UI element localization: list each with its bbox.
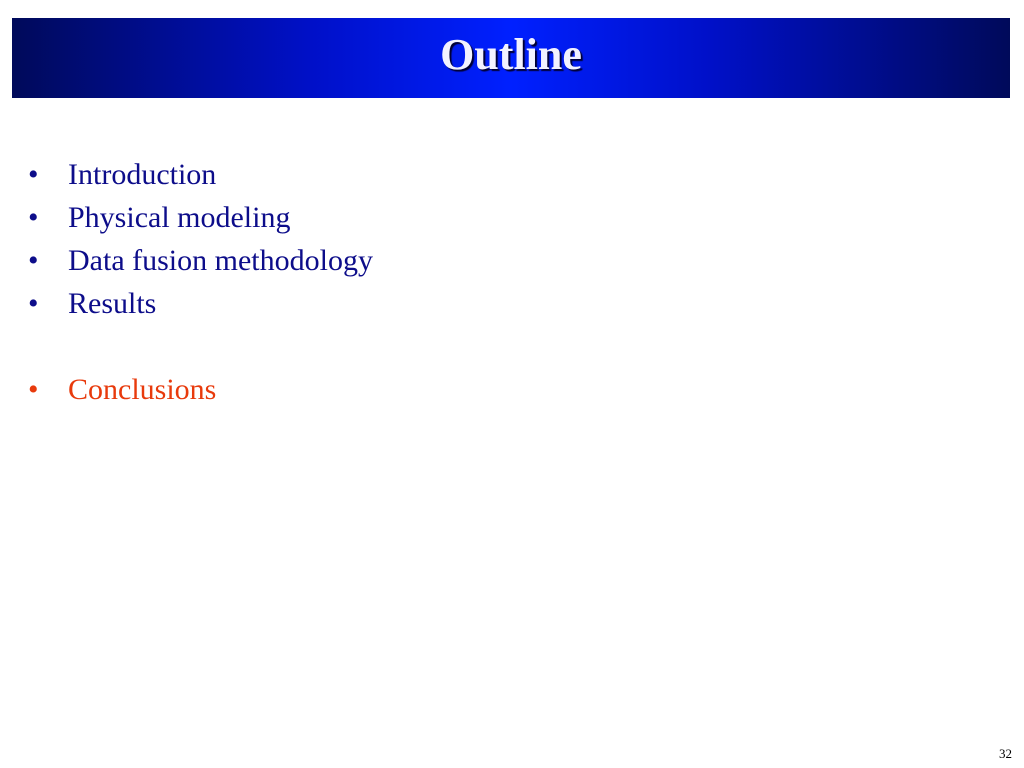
outline-item-label: Data fusion methodology bbox=[68, 244, 373, 277]
outline-item-label: Physical modeling bbox=[68, 201, 291, 234]
title-bar bbox=[12, 18, 1010, 98]
outline-list bbox=[28, 153, 373, 411]
bullet-icon: • bbox=[28, 287, 39, 320]
outline-item-label: Conclusions bbox=[68, 373, 217, 406]
outline-item-label: Results bbox=[68, 287, 157, 320]
outline-item-results bbox=[28, 282, 373, 325]
slide-title: Outline bbox=[440, 30, 582, 79]
bullet-icon: • bbox=[28, 244, 39, 277]
outline-item-introduction bbox=[28, 153, 373, 196]
outline-item-data-fusion-methodology bbox=[28, 239, 373, 282]
outline-item-physical-modeling bbox=[28, 196, 373, 239]
bullet-icon: • bbox=[28, 201, 39, 234]
page-number: 32 bbox=[999, 746, 1012, 761]
bullet-icon: • bbox=[28, 158, 39, 191]
outline-item-conclusions bbox=[28, 368, 373, 411]
bullet-icon: • bbox=[28, 373, 39, 406]
outline-item-label: Introduction bbox=[68, 158, 217, 191]
